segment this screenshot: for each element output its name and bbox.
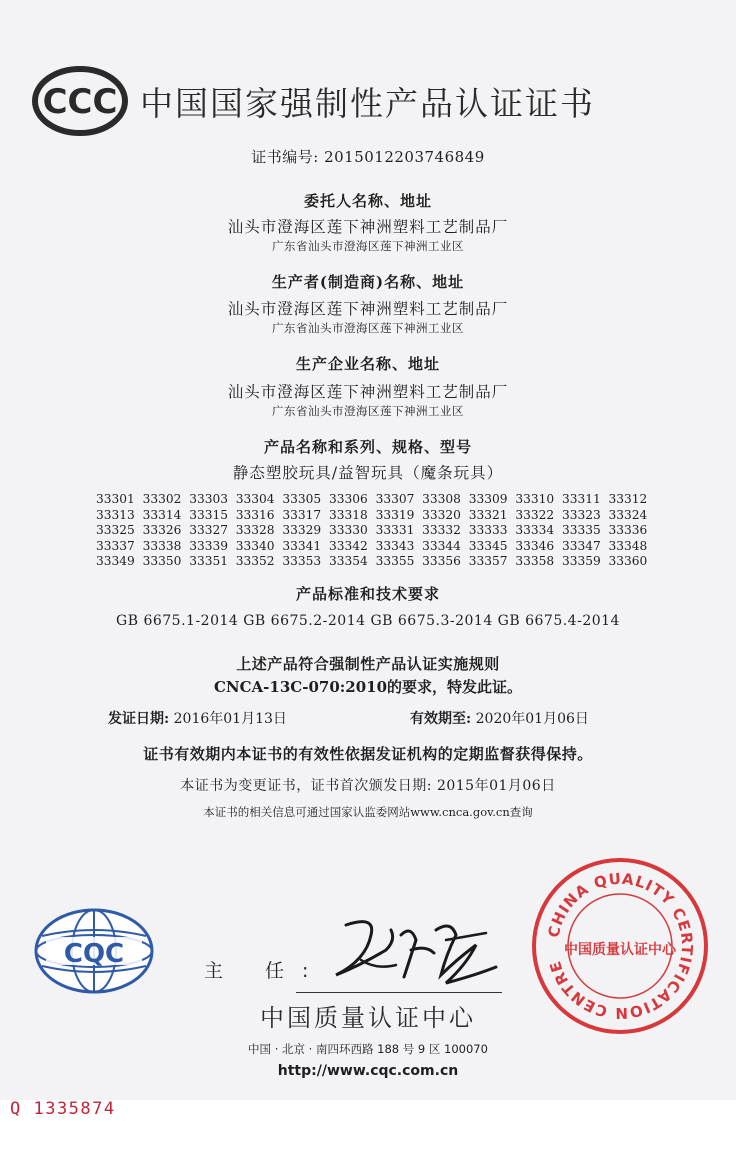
model-number: 33322 [515,507,555,522]
issue-date-value: 2016年01月13日 [173,711,287,727]
model-number: 33329 [282,523,322,537]
model-number: 33323 [561,507,601,522]
model-number: 33319 [375,507,415,522]
certificate-number [0,146,736,167]
manufacturer-name: 汕头市澄海区莲下神洲塑料工艺制品厂 [227,300,509,318]
model-number: 33327 [189,523,228,537]
model-number: 33301 [96,492,135,506]
change-note: 本证书为变更证书，证书首次颁发日期: 2015年01月06日 [180,778,556,794]
standards-heading: 产品标准和技术要求 [295,585,440,603]
model-number: 33325 [96,523,135,537]
model-number: 33320 [422,507,461,522]
standards-list: GB 6675.1-2014 GB 6675.2-2014 GB 6675.3-2014 GB 6675.4-2014 [116,613,620,629]
serial-number: Q 1335874 [10,1099,116,1119]
model-row [96,492,656,508]
issue-date [108,708,287,728]
model-number: 33335 [561,523,601,537]
issuer-url: http://www.cqc.com.cn [277,1063,459,1079]
model-number: 33350 [142,554,182,568]
model-row [96,554,656,570]
manufacturer-address: 广东省汕头市澄海区莲下神洲工业区 [272,321,464,335]
model-number: 33338 [142,538,182,553]
model-number: 33317 [282,507,322,522]
issue-date-label: 发证日期: [108,711,170,727]
model-number: 33330 [328,523,368,537]
website-note: 本证书的相关信息可通过国家认监委网站www.cnca.gov.cn查询 [203,805,533,819]
factory-address: 广东省汕头市澄海区莲下神洲工业区 [272,404,464,418]
model-number: 33359 [561,554,601,568]
model-number: 33336 [608,523,648,537]
model-number: 33343 [375,538,415,553]
model-number: 33356 [422,554,461,568]
model-number: 33324 [608,507,648,522]
manufacturer-heading: 生产者(制造商)名称、地址 [271,273,465,291]
model-number: 33311 [561,492,601,506]
validity-note: 证书有效期内本证书的有效性依据发证机构的定期监督获得保持。 [143,745,593,763]
cert-no-label: 证书编号: [251,148,319,166]
model-number: 33302 [142,492,182,506]
model-number: 33360 [608,554,648,568]
model-row [96,508,656,524]
model-number: 33312 [608,492,648,506]
model-number: 33357 [468,554,508,568]
product-name: 静态塑胶玩具/益智玩具（魔条玩具） [232,464,504,482]
model-number: 33347 [561,538,601,553]
handwritten-signature [316,905,506,995]
model-number: 33315 [189,507,228,522]
seal-inner-text: 中国质量认证中心 [564,942,676,958]
model-number: 33344 [422,538,461,553]
model-number: 33358 [515,554,555,568]
model-number: 33333 [468,523,508,537]
model-number: 33345 [468,538,508,553]
model-number: 33341 [282,538,322,553]
applicant-address: 广东省汕头市澄海区莲下神洲工业区 [272,239,464,253]
model-number: 33328 [235,523,275,537]
model-number-list [96,492,656,570]
model-number: 33309 [468,492,508,506]
model-number: 33308 [422,492,461,506]
factory-name: 汕头市澄海区莲下神洲塑料工艺制品厂 [227,383,509,401]
factory-heading: 生产企业名称、地址 [295,355,440,373]
model-number: 33352 [235,554,275,568]
official-seal-icon [530,856,710,1036]
model-number: 33351 [189,554,228,568]
ccc-logo-text: CCC [42,82,118,122]
seal-outer-text: CHINA QUALITY CERTIFICATION CENTRE [544,869,697,1023]
expiry-date-label: 有效期至: [410,711,472,727]
expiry-date [410,708,589,728]
model-number: 33303 [189,492,228,506]
issuer-address: 中国 · 北京 · 南四环西路 188 号 9 区 100070 [248,1042,488,1056]
model-row [96,523,656,539]
conformity-line-2: CNCA-13C-070:2010的要求，特发此证。 [213,678,523,696]
model-number: 33313 [96,507,135,522]
model-number: 33353 [282,554,322,568]
model-number: 33306 [328,492,368,506]
model-number: 33321 [468,507,508,522]
model-number: 33342 [328,538,368,553]
ccc-logo-icon [32,66,128,136]
model-number: 33348 [608,538,648,553]
cqc-logo-text: CQC [63,939,125,969]
model-number: 33331 [375,523,415,537]
model-number: 33305 [282,492,322,506]
model-number: 33354 [328,554,368,568]
model-number: 33304 [235,492,275,506]
model-number: 33334 [515,523,555,537]
signature-line [296,992,502,993]
model-number: 33314 [142,507,182,522]
model-number: 33339 [189,538,228,553]
model-row [96,539,656,555]
product-heading: 产品名称和系列、规格、型号 [263,438,472,456]
model-number: 33332 [422,523,461,537]
conformity-line-1: 上述产品符合强制性产品认证实施规则 [236,655,500,673]
model-number: 33326 [142,523,182,537]
model-number: 33318 [328,507,368,522]
cqc-logo-icon [32,906,156,996]
applicant-name: 汕头市澄海区莲下神洲塑料工艺制品厂 [227,218,509,236]
certificate-title: 中国国家强制性产品认证证书 [140,84,595,123]
model-number: 33340 [235,538,275,553]
model-number: 33316 [235,507,275,522]
model-number: 33349 [96,554,135,568]
model-number: 33337 [96,538,135,553]
model-number: 33310 [515,492,555,506]
model-number: 33346 [515,538,555,553]
model-number: 33355 [375,554,415,568]
cert-no-value: 2015012203746849 [324,148,485,166]
issuer-org-name: 中国质量认证中心 [260,1004,476,1032]
applicant-heading: 委托人名称、地址 [303,192,432,210]
model-number: 33307 [375,492,415,506]
director-label: 主 任: [204,960,327,982]
expiry-date-value: 2020年01月06日 [475,711,589,727]
